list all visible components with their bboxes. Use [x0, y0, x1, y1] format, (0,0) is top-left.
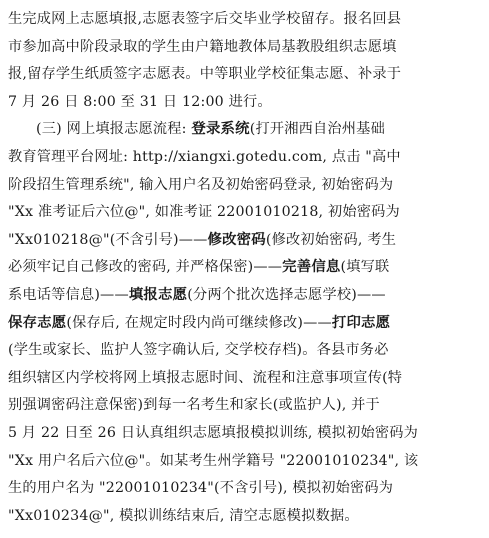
text-line-4: [8, 89, 483, 117]
text-run: (修改初始密码, 考生: [265, 231, 397, 248]
text-line-19: [8, 503, 483, 531]
bold-step-complete-info: 完善信息: [282, 259, 341, 276]
text-run: 组织辖区内学校将网上填报志愿时间、流程和注意事项宣传(特: [8, 369, 403, 386]
bold-step-print-choices: 打印志愿: [331, 314, 391, 331]
text-line-14: [8, 365, 483, 393]
text-run: 5 月 22 日至 26 日认真组织志愿填报模拟训练, 模拟初始密码为: [8, 424, 419, 441]
text-line-1: [8, 6, 483, 34]
text-run: 生的用户名为 "22001010234"(不含引号), 模拟初始密码为: [8, 480, 394, 497]
text-line-3: [8, 61, 483, 89]
text-line-11: [8, 282, 483, 310]
text-line-8: [8, 199, 483, 227]
text-run: (打开湘西自治州基础: [249, 121, 385, 138]
text-run: 阶段招生管理系统", 输入用户名及初始密码登录, 初始密码为: [8, 176, 394, 193]
text-line-18: [8, 475, 483, 503]
text-run: 别强调密码注意保密)到每一名考生和家长(或监护人), 并于: [8, 397, 380, 414]
text-run: "Xx010218@"(不含引号)——: [8, 231, 208, 248]
text-run: 生完成网上志愿填报,志愿表签字后交毕业学校留存。报名回县: [8, 11, 402, 27]
text-line-6: [8, 144, 483, 172]
text-run: 报,留存学生纸质签字志愿表。中等职业学校征集志愿、补录于: [8, 66, 402, 83]
text-run: (三) 网上填报志愿流程:: [36, 121, 192, 138]
text-line-13: [8, 337, 483, 365]
text-run: "Xx 准考证后六位@", 如准考证 22001010218, 初始密码为: [8, 204, 400, 221]
text-run: "Xx010234@", 模拟训练结束后, 清空志愿模拟数据。: [8, 507, 359, 524]
text-run: 7 月 26 日 8:00 至 31 日 12:00 进行。: [8, 93, 272, 110]
text-line-17: [8, 448, 483, 476]
bold-step-fill-choices: 填报志愿: [128, 286, 188, 303]
text-line-12: [8, 310, 483, 338]
text-line-9: [8, 227, 483, 255]
text-run: (填写联: [340, 259, 390, 276]
bold-step-login: 登录系统: [191, 121, 250, 138]
text-line-16: [8, 420, 483, 448]
text-line-15: [8, 392, 483, 420]
text-run: "Xx 用户名后六位@"。如某考生州学籍号 "22001010234", 该: [8, 452, 419, 469]
bold-step-save-choices: 保存志愿: [8, 314, 67, 331]
text-line-2: [8, 34, 483, 62]
text-run: (分两个批次选择志愿学校)——: [187, 286, 386, 303]
text-line-7: [8, 172, 483, 200]
text-run: 必须牢记自己修改的密码, 并严格保密)——: [8, 259, 283, 276]
text-line-5: [8, 116, 483, 144]
text-run: 教育管理平台网址: http://xiangxi.gotedu.com, 点击 "高中: [8, 148, 401, 165]
text-line-10: [8, 254, 483, 282]
text-run: 系电话等信息)——: [8, 286, 129, 303]
text-run: (保存后, 在规定时段内尚可继续修改)——: [66, 314, 332, 331]
bold-step-change-password: 修改密码: [207, 231, 266, 248]
text-run: 市参加高中阶段录取的学生由户籍地教体局基教股组织志愿填: [8, 38, 397, 55]
text-run: (学生或家长、监护人签字确认后, 交学校存档)。各县市务必: [8, 342, 389, 359]
